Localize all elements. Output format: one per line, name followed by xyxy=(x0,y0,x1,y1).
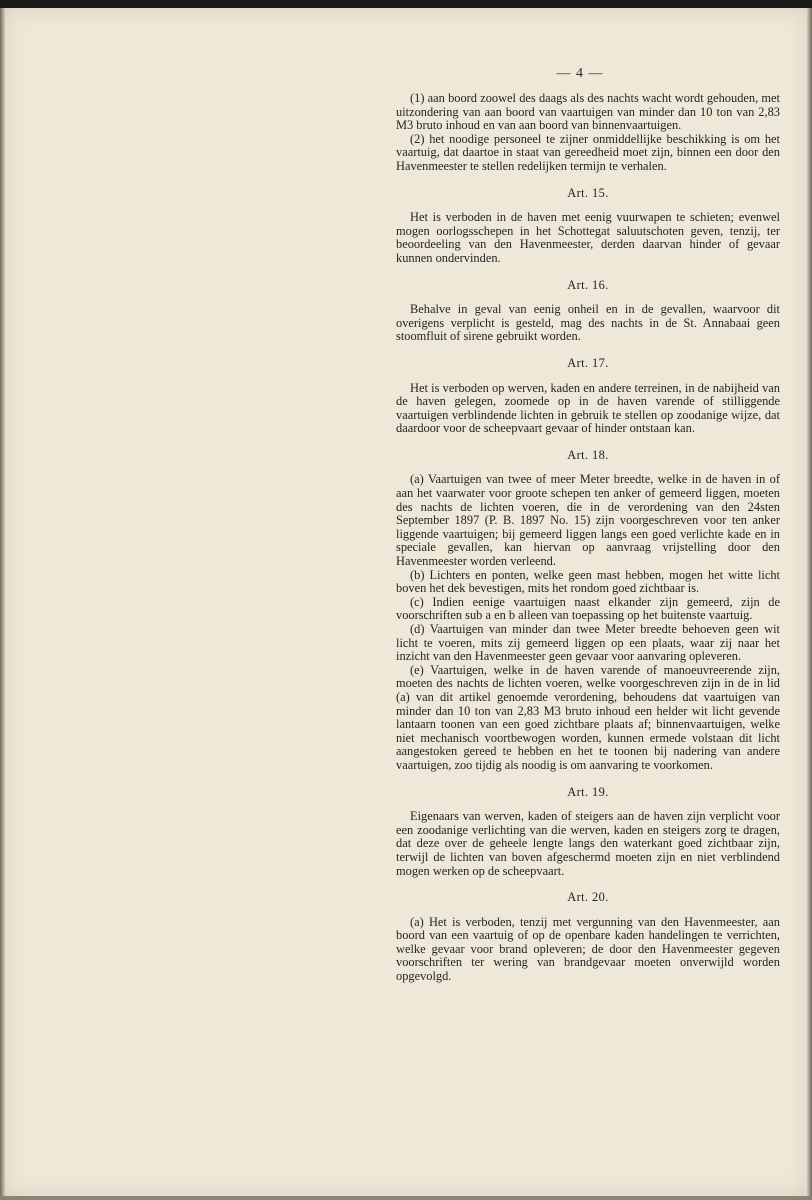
scan-top-edge xyxy=(0,0,812,8)
heading-art17: Art. 17. xyxy=(567,355,609,370)
scan-left-edge xyxy=(0,8,5,1200)
heading-art20: Art. 20. xyxy=(567,890,609,905)
heading-art16: Art. 16. xyxy=(567,277,609,292)
paragraph-art18-d: (d) Vaartuigen van minder dan twee Meter breedte behoeven geen wit licht te voeren, mits zij gemeerd liggen op een plaats, waar zij naar het inzicht van den Havenmeester geen gevaar voor aanvaring opleveren. xyxy=(396,622,780,664)
page-number: — 4 — xyxy=(556,66,604,81)
paragraph-art17: Het is verboden op werven, kaden en andere terreinen, in de nabijheid van de haven gelegen, zoomede op in de haven varende of stilliggende vaartuigen verblindende lichten in gebruik te stellen op zoodanige wijze, dat daardoor voor de scheepvaart gevaar of hinder ontstaan kan. xyxy=(396,380,780,436)
heading-art19: Art. 19. xyxy=(567,784,609,799)
scan-right-edge xyxy=(807,8,812,1200)
paragraph-art18-e: (e) Vaartuigen, welke in de haven varende of manoeuvreerende zijn, moeten des nachts de lichten voeren, welke voorgeschreven zijn in de in lid (a) van dit artikel genoemde verordening, behoudens dat vaartuigen van minder dan 10 ton van 2,83 M3 bruto inhoud een helder wit licht gevende lantaarn toonen van een goed zichtbare plaats af; binnenvaartuigen, welke niet mechanisch voortbewogen worden, kunnen ermede volstaan dit licht aangestoken gereed te hebben en het te toonen bij nadering van andere vaartuigen, zoo tijdig als noodig is om aanvaring te voorkomen. xyxy=(396,662,780,772)
paragraph-art20-a: (a) Het is verboden, tenzij met vergunning van den Havenmeester, aan boord van een vaartuig of op de openbare kaden handelingen te verrichten, welke gevaar voor brand opleveren; de door den Havenmeester gegeven voorschriften ter wering van brandgevaar moeten onverwijld worden opgevolgd. xyxy=(396,914,780,984)
scan-bottom-edge xyxy=(0,1196,812,1200)
paragraph-art14-item1: (1) aan boord zoowel des daags als des nachts wacht wordt gehouden, met uitzondering van aan boord van vaartuigen van minder dan 10 ton van 2,83 M3 bruto inhoud en van aan boord van binnenvaartuigen. xyxy=(396,91,780,133)
article-text-column xyxy=(396,92,780,984)
heading-art15: Art. 15. xyxy=(567,185,609,200)
paragraph-art18-c: (c) Indien eenige vaartuigen naast elkander zijn gemeerd, zijn de voorschriften sub a en b alleen van toepassing op het buitenste vaartuig. xyxy=(396,594,780,623)
paragraph-art18-b: (b) Lichters en ponten, welke geen mast hebben, mogen het witte licht boven het dek bevestigen, mits het rondom goed zichtbaar is. xyxy=(396,567,780,596)
paragraph-art19: Eigenaars van werven, kaden of steigers aan de haven zijn verplicht voor een zoodanige verlichting van die werven, kaden en steigers zorg te dragen, dat deze over de geheele lengte langs den waterkant goed zichtbaar zijn, terwijl de lichten van boven afgeschermd moeten zijn en niet verblindend mogen werken op de scheepvaart. xyxy=(396,809,780,878)
paragraph-art18-a: (a) Vaartuigen van twee of meer Meter breedte, welke in de haven in of aan het vaarwater voor groote schepen ten anker of gemeerd liggen, moeten des nachts de lichten voeren, die in de verordening van den 24sten September 1897 (P. B. 1897 No. 15) zijn voorgeschreven voor ten anker liggende vaartuigen; bij gemeerd liggen langs een goed verlichte kade en in speciale gevallen, kan hiervan op aanvraag vrijstelling door den Havenmeester worden verleend. xyxy=(396,472,780,569)
heading-art18: Art. 18. xyxy=(567,447,609,462)
paragraph-art16: Behalve in geval van eenig onheil en in de gevallen, waarvoor dit overigens verplicht is gesteld, mag des nachts in de St. Annabaai geen stoomfluit of sirene gebruikt worden. xyxy=(396,302,780,344)
paragraph-art14-item2: (2) het noodige personeel te zijner onmiddellijke beschikking is om het vaartuig, dat daartoe in staat van gereedheid moet zijn, binnen een door den Havenmeester te stellen redelijken termijn te verhalen. xyxy=(396,131,780,173)
paragraph-art15: Het is verboden in de haven met eenig vuurwapen te schieten; evenwel mogen oorlogsschepen in het Schottegat saluutschoten geven, tenzij, ter beoordeeling van den Havenmeester, derden daarvan hinder of gevaar kunnen ondervinden. xyxy=(396,210,780,265)
